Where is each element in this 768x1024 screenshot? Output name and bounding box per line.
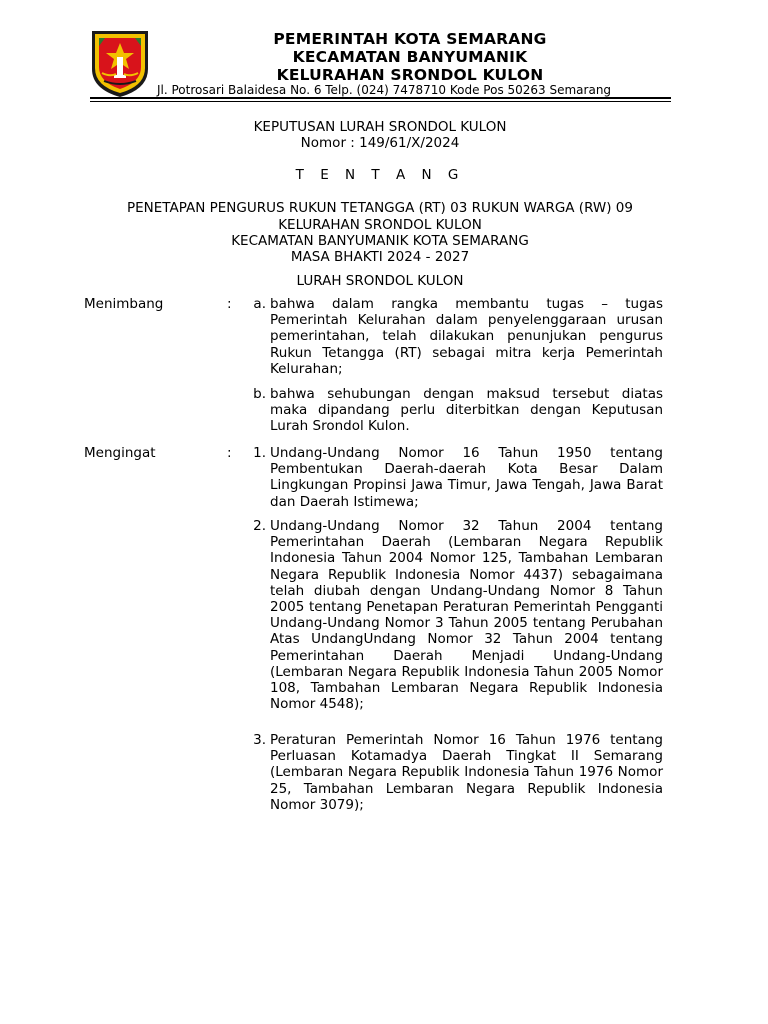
mengingat-item-3: Peraturan Pemerintah Nomor 16 Tahun 1976 tentang Perluasan Kotamadya Daerah Tingkat II Semarang (Lembaran Negara Republik Indonesia Tahun 1976 Nomor 25, Tambahan Lembaran Negara Republik Indonesia Nomor 3079); [270,732,663,813]
letterhead-village: KELURAHAN SRONDOL KULON [276,66,544,84]
letterhead-address: Jl. Potrosari Balaidesa No. 6 Telp. (024) 7478710 Kode Pos 50263 Semarang [157,83,612,97]
decree-about: T E N T A N G [295,167,465,183]
section-label-mengingat: Mengingat [84,445,156,461]
letterhead-rule-thick [90,97,671,99]
item-marker: a. [253,296,266,312]
letterhead-government: PEMERINTAH KOTA SEMARANG [273,30,547,48]
section-colon: : [227,445,232,461]
item-marker: 2. [253,518,266,534]
decree-number: Nomor : 149/61/X/2024 [300,135,460,151]
decree-title: KEPUTUSAN LURAH SRONDOL KULON [253,119,507,135]
letterhead-rule-thin [90,101,671,102]
decree-subject-line-4: MASA BHAKTI 2024 - 2027 [290,249,470,265]
section-label-menimbang: Menimbang [84,296,164,312]
city-emblem-icon [90,29,150,99]
mengingat-item-1: Undang-Undang Nomor 16 Tahun 1950 tentang Pembentukan Daerah-daerah Kota Besar Dalam Lingkungan Propinsi Jawa Timur, Jawa Tengah, Jawa Barat dan Daerah Istimewa; [270,445,663,510]
letterhead-district: KECAMATAN BANYUMANIK [292,48,528,66]
mengingat-item-2: Undang-Undang Nomor 32 Tahun 2004 tentang Pemerintahan Daerah (Lembaran Negara Republik Indonesia Tahun 2004 Nomor 125, Tambahan Lembaran Negara Republik Indonesia Nomor 4437) sebagaimana telah diubah dengan Undang-Undang Nomor 8 Tahun 2005 tentang Penetapan Peraturan Pemerintah Pengganti Undang-Undang Nomor 3 Tahun 2005 tentang Perubahan Atas UndangUndang Nomor 32 Tahun 2004 tentang Pemerintahan Daerah Menjadi Undang-Undang (Lembaran Negara Republik Indonesia Tahun 2005 Nomor 108, Tambahan Lembaran Negara Republik Indonesia Nomor 4548); [270,518,663,713]
item-marker: 3. [253,732,266,748]
decree-subject-line-1: PENETAPAN PENGURUS RUKUN TETANGGA (RT) 03 RUKUN WARGA (RW) 09 [126,200,633,216]
section-colon: : [227,296,232,312]
decree-subject-line-2: KELURAHAN SRONDOL KULON [278,217,482,233]
decree-subject-line-3: KECAMATAN BANYUMANIK KOTA SEMARANG [231,233,529,249]
item-marker: b. [253,386,266,402]
menimbang-item-b: bahwa sehubungan dengan maksud tersebut diatas maka dipandang perlu diterbitkan dengan Keputusan Lurah Srondol Kulon. [270,386,663,435]
decree-issuer: LURAH SRONDOL KULON [296,273,464,289]
item-marker: 1. [253,445,266,461]
menimbang-item-a: bahwa dalam rangka membantu tugas – tugas Pemerintah Kelurahan dalam penyelenggaraan urusan pemerintahan, telah dilakukan penunjukan pengurus Rukun Tetangga (RT) sebagai mitra kerja Pemerintah Kelurahan; [270,296,663,377]
